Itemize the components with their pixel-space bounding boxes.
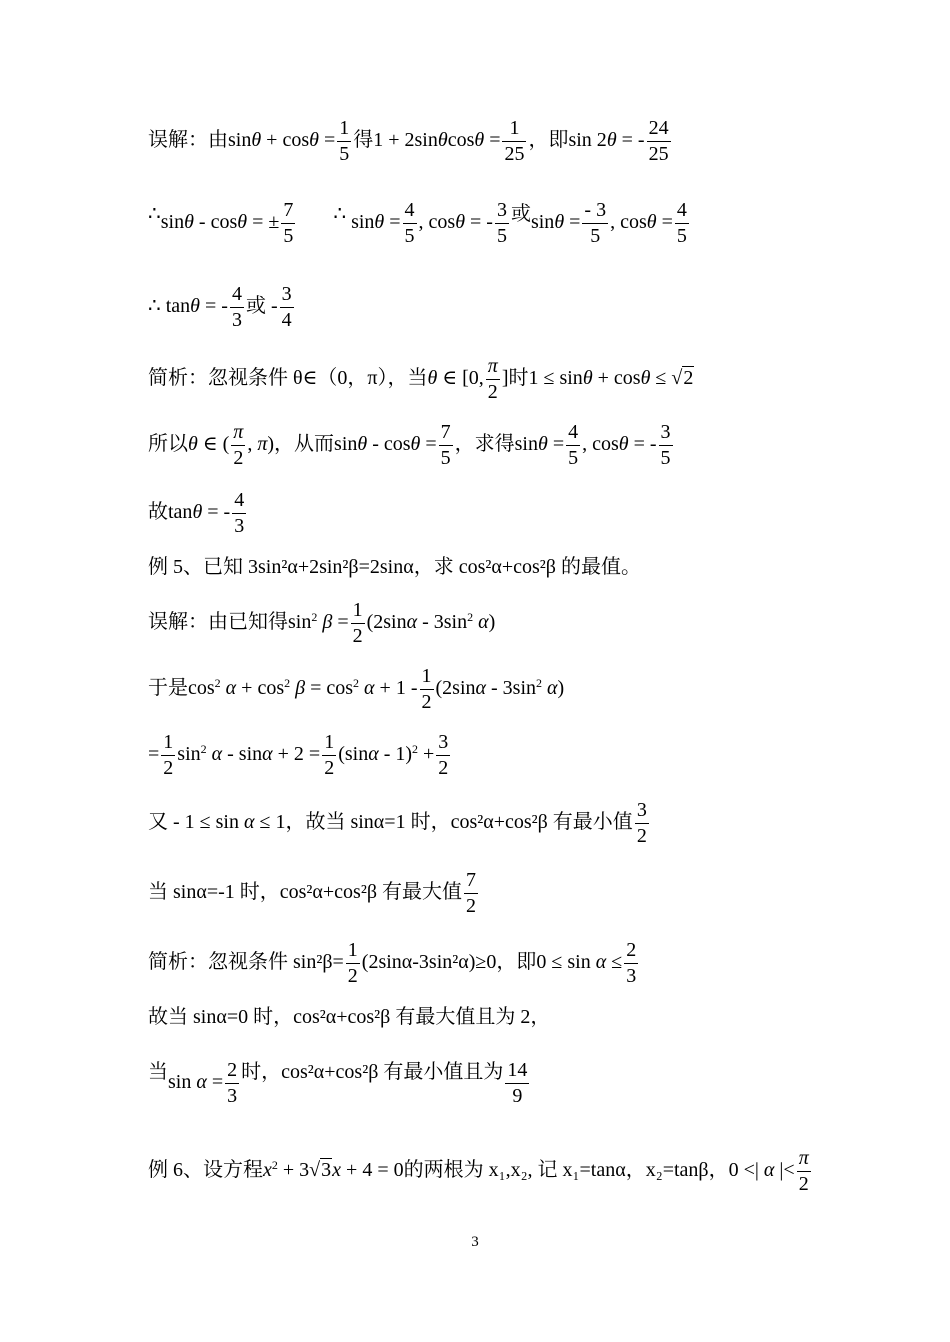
example-6-heading <box>148 1148 813 1195</box>
fraction: $\frac{4}{5}$ <box>568 421 579 469</box>
formula: θ ∈ ( <box>188 433 230 456</box>
fraction: $\frac{- 3}{5}$ <box>584 199 607 247</box>
formula: sin 2θ = - <box>568 129 645 152</box>
formula: , π) <box>247 433 275 456</box>
text: 简析：忽视条件 θ∈（0，π），当 <box>148 367 428 390</box>
line-analysis-3 <box>148 490 248 537</box>
formula: θ ∈ [0, <box>427 367 484 390</box>
line-ex5-analysis-3 <box>148 1060 531 1107</box>
page-number: 3 <box>471 1234 479 1250</box>
text: 时 <box>508 367 529 390</box>
formula: 1 ≤ sinθ + cosθ ≤ √2 <box>528 367 694 390</box>
fraction: $\frac{1}{25}$ <box>504 117 525 165</box>
formula: $\sin^2 \alpha - \sin\alpha + 2$ = <box>177 742 321 766</box>
formula: ($2\sin\alpha - 3\sin^2$ α) <box>366 610 496 634</box>
formula: = <box>148 743 160 766</box>
line-ex5-mistake-4 <box>148 800 651 847</box>
fraction: $\frac{1}{5}$ <box>339 117 350 165</box>
line-analysis-1 <box>148 356 694 403</box>
formula: sinθ = <box>530 211 581 234</box>
fraction: $\frac{24}{25}$ <box>648 117 669 165</box>
fraction: $\frac{1}{2}$ <box>163 731 174 779</box>
formula: sinθ - cosθ = <box>334 433 437 456</box>
formula: ] <box>501 367 509 390</box>
line-analysis-2 <box>148 422 675 469</box>
formula: 0 ≤ sin α ≤ <box>536 951 623 974</box>
text: ，求得 <box>454 433 515 456</box>
fraction: $\frac{3}{4}$ <box>281 283 292 331</box>
line-mistake-2 <box>148 200 691 247</box>
formula: $\cos^2 \alpha + \cos^2 \beta = \cos^2 \alpha + 1$ - <box>188 676 418 700</box>
line-ex5-analysis-1 <box>148 940 640 987</box>
text: 得 <box>353 129 374 152</box>
fraction: $\frac{7}{5}$ <box>440 421 451 469</box>
fraction: $\frac{4}{5}$ <box>404 199 415 247</box>
fraction: $\frac{\pi}{2}$ <box>487 355 498 403</box>
fraction: $\frac{2}{3}$ <box>227 1059 238 1107</box>
fraction: $\frac{3}{5}$ <box>496 199 507 247</box>
fraction: $\frac{3}{2}$ <box>636 799 647 847</box>
line-ex5-mistake-1 <box>148 600 495 647</box>
text: 或 <box>510 203 531 226</box>
fraction: $\frac{7}{2}$ <box>466 869 477 917</box>
formula: 1 + 2sinθcosθ = <box>373 129 501 152</box>
line-ex5-analysis-2 <box>148 1007 550 1027</box>
text: 例 5、已知 3sin²α+2sin²β=2sinα，求 cos²α+cos²β 的最值。 <box>148 556 641 578</box>
formula: - 1 ≤ sin α ≤ 1 <box>168 811 286 834</box>
formula: tanθ = - <box>160 295 228 318</box>
line-ex5-mistake-2 <box>148 666 564 713</box>
formula: sinθ = <box>346 211 401 234</box>
line-ex5-mistake-3 <box>148 732 452 779</box>
formula: tanθ = - <box>168 501 231 524</box>
text: 误解：由 <box>148 129 228 152</box>
formula: sinθ - cosθ = ± <box>160 211 280 234</box>
text: 误解：由已知得 <box>148 611 288 634</box>
formula: ($2\sin\alpha - 3\sin^2$ α) <box>435 676 565 700</box>
text: 或 <box>245 295 266 318</box>
formula: - <box>265 295 278 318</box>
therefore-symbol: ∴ <box>333 203 347 226</box>
text: 故 <box>148 501 168 524</box>
fraction: $\frac{3}{5}$ <box>660 421 671 469</box>
formula: $x^2 + 3√3x + 4 = 0$ <box>263 1158 404 1182</box>
fraction: $\frac{\pi}{2}$ <box>798 1147 809 1195</box>
text: ，故当 sinα=1 时，cos²α+cos²β 有最小值 <box>285 811 633 834</box>
line-ex5-mistake-5 <box>148 870 480 917</box>
text: (2sinα-3sin²α)≥0，即 <box>361 951 537 974</box>
formula: (sinα - 1)$^2$ + <box>338 742 435 766</box>
line-mistake-3 <box>148 284 296 331</box>
example-5-heading <box>148 557 641 577</box>
fraction: $\frac{4}{3}$ <box>234 489 245 537</box>
text: 所以 <box>148 433 188 456</box>
text: 简析：忽视条件 sin²β= <box>148 951 344 974</box>
text: ，即 <box>528 129 569 152</box>
fraction: $\frac{1}{2}$ <box>347 939 358 987</box>
fraction: $\frac{1}{2}$ <box>324 731 335 779</box>
formula: 0 <| α |< <box>728 1159 795 1182</box>
formula: sinθ = <box>514 433 565 456</box>
text: 又 <box>148 811 168 834</box>
line-mistake-1 <box>148 118 673 165</box>
text: 例 6、设方程 <box>148 1159 263 1182</box>
fraction: $\frac{4}{3}$ <box>231 283 242 331</box>
formula: , cosθ = <box>610 211 673 234</box>
fraction: $\frac{4}{5}$ <box>676 199 687 247</box>
text: 时，cos²α+cos²β 有最小值且为 <box>241 1061 504 1084</box>
fraction: $\frac{14}{9}$ <box>507 1059 528 1107</box>
text: ，从而 <box>274 433 335 456</box>
fraction: $\frac{3}{2}$ <box>438 731 449 779</box>
text: 于是 <box>148 677 188 700</box>
fraction: $\frac{2}{3}$ <box>626 939 637 987</box>
formula: sinθ + cosθ = <box>228 129 336 152</box>
fraction: $\frac{7}{5}$ <box>283 199 294 247</box>
formula: sin α = <box>168 1071 224 1094</box>
fraction: $\frac{1}{2}$ <box>421 665 432 713</box>
text: 当 <box>148 1061 168 1084</box>
text: 的两根为 x₁,x₂, 记 x₁=tanα，x₂=tanβ， <box>403 1159 729 1182</box>
formula: $\sin^2 \beta$ = <box>288 610 349 634</box>
fraction: $\frac{1}{2}$ <box>352 599 363 647</box>
formula: , cosθ = - <box>418 211 493 234</box>
text: 当 sinα=-1 时，cos²α+cos²β 有最大值 <box>148 881 463 904</box>
formula: , cosθ = - <box>582 433 657 456</box>
therefore-symbol: ∴ <box>148 203 161 226</box>
fraction: $\frac{\pi}{2}$ <box>233 421 244 469</box>
therefore-symbol: ∴ <box>148 295 161 318</box>
text: 故当 sinα=0 时，cos²α+cos²β 有最大值且为 2， <box>148 1006 551 1028</box>
